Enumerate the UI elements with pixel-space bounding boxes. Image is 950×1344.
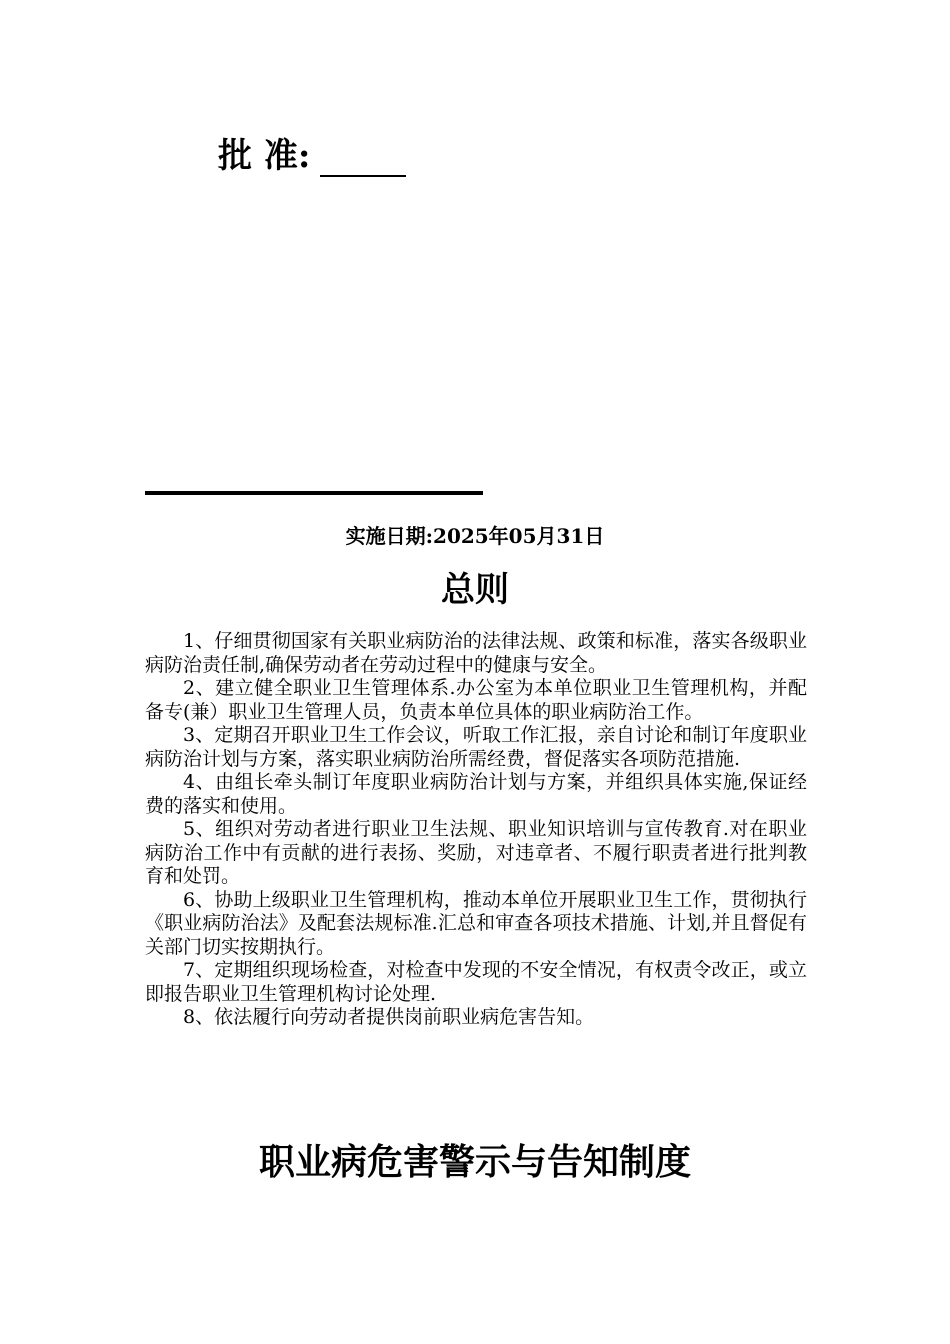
- clause-4: 4、由组长牵头制订年度职业病防治计划与方案，并组织具体实施,保证经费的落实和使用。: [145, 771, 807, 817]
- clause-5: 5、组织对劳动者进行职业卫生法规、职业知识培训与宣传教育.对在职业病防治工作中有贡献的进行表扬、奖励，对违章者、不履行职责者进行批判教育和处罚。: [145, 818, 807, 887]
- clause-8: 8、依法履行向劳动者提供岗前职业病危害告知。: [183, 1006, 595, 1028]
- horizontal-rule: [145, 491, 483, 495]
- approval-line: [218, 128, 406, 177]
- section-title-general: 总则: [441, 570, 509, 610]
- clause-7: 7、定期组织现场检查，对检查中发现的不安全情况，有权责令改正，或立即报告职业卫生管理机构讨论处理.: [145, 959, 807, 1005]
- general-clauses: [145, 630, 807, 1030]
- clause-3: 3、定期召开职业卫生工作会议，听取工作汇报，亲自讨论和制订年度职业病防治计划与方案，落实职业病防治所需经费，督促落实各项防范措施.: [145, 724, 807, 770]
- clause-1: 1、仔细贯彻国家有关职业病防治的法律法规、政策和标准，落实各级职业病防治责任制,确保劳动者在劳动过程中的健康与安全。: [145, 630, 807, 676]
- approval-signature-blank: [320, 145, 406, 177]
- clause-6: 6、协助上级职业卫生管理机构，推动本单位开展职业卫生工作，贯彻执行《职业病防治法》及配套法规标准.汇总和审查各项技术措施、计划,并且督促有关部门切实按期执行。: [145, 888, 807, 958]
- approve-label: 批 准:: [218, 136, 311, 176]
- section-title-warning-notice: 职业病危害警示与告知制度: [258, 1142, 691, 1183]
- clause-2: 2、建立健全职业卫生管理体系.办公室为本单位职业卫生管理机构，并配备专(兼）职业卫生管理人员，负责本单位具体的职业病防治工作。: [145, 677, 807, 723]
- implementation-date: 实施日期:2025年05月31日: [345, 524, 605, 548]
